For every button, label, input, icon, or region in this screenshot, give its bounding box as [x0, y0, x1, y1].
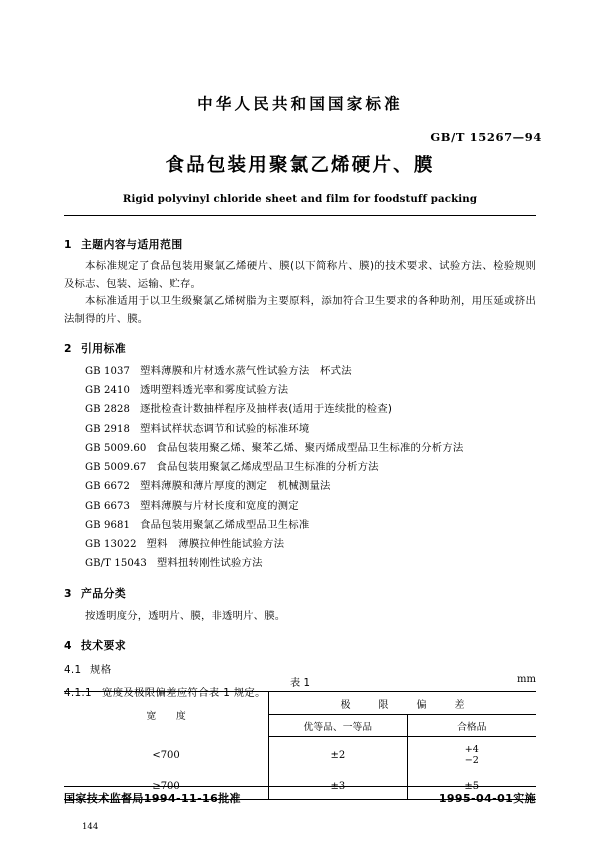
table-1-caption-row [64, 674, 536, 688]
tolerance-lower: −2 [464, 754, 479, 766]
subsection-4-1-1-text: 宽度及极限偏差应符合表 1 规定。 [102, 687, 266, 700]
cell-width-row-1: <700 [152, 749, 180, 761]
page-number: 144 [82, 822, 99, 832]
table-row [64, 737, 536, 774]
reference-title: 塑料扭转刚性试验方法 [156, 557, 263, 570]
document-title-chinese: 食品包装用聚氯乙烯硬片、膜 [165, 155, 435, 176]
standard-number: GB/T 15267—94 [430, 130, 542, 144]
reference-title: 透明塑料透光率和雾度试验方法 [140, 384, 289, 397]
cell-grade-a-row-1: ±2 [269, 737, 407, 774]
header-divider-rule [64, 215, 536, 216]
section-1-paragraph-1: 本标准规定了食品包装用聚氯乙烯硬片、膜(以下简称片、膜)的技术要求、试验方法、检验规则及标志、包装、运输、贮存。 [64, 260, 536, 290]
list-item [64, 401, 536, 419]
cell-grade-b-row-1 [407, 737, 536, 774]
list-item [64, 555, 536, 573]
reference-standards-list [64, 363, 536, 573]
section-1-heading [64, 236, 536, 253]
footer-divider-rule [64, 786, 536, 787]
list-item [64, 517, 536, 535]
section-4-heading [64, 637, 536, 654]
section-3-number: 3 [64, 587, 73, 601]
cell-width-row-2: ≥700 [64, 773, 269, 800]
section-2-number: 2 [64, 342, 73, 356]
section-4-title: 技术要求 [81, 639, 127, 653]
section-3-heading [64, 585, 536, 602]
section-1-title: 主题内容与适用范围 [81, 238, 183, 251]
reference-code: GB 2918 [85, 423, 131, 435]
reference-title: 塑料薄膜和片材透水蒸气性试验方法 杯式法 [140, 364, 352, 377]
tolerance-stacked-value [465, 745, 479, 766]
reference-code: GB 9681 [85, 519, 131, 531]
table-1 [64, 691, 536, 800]
table-1-container [64, 674, 536, 800]
list-item [64, 421, 536, 439]
list-item [64, 478, 536, 496]
reference-code: GB 2828 [85, 404, 131, 416]
reference-code: GB 6672 [85, 481, 131, 493]
reference-code: GB 1037 [85, 365, 131, 377]
section-1-paragraph-2: 本标准适用于以卫生级聚氯乙烯树脂为主要原料，添加符合卫生要求的各种助剂，用压延或挤出法制得的片、膜。 [64, 295, 536, 325]
subsection-4-1-title: 规格 [90, 663, 112, 676]
tolerance-upper: +4 [464, 744, 479, 755]
table-1-caption: 表 1 [290, 678, 310, 689]
reference-title: 塑料薄膜和薄片厚度的测定 机械测量法 [140, 480, 331, 493]
table-column-header-width: 宽 度 [64, 692, 269, 737]
footer-effective-date: 1995-04-01实施 [438, 792, 536, 805]
list-item [64, 459, 536, 477]
list-item [64, 363, 536, 381]
cell-grade-b-row-2: ±5 [407, 773, 536, 800]
reference-title: 塑料 薄膜拉伸性能试验方法 [146, 538, 285, 551]
reference-code: GB 2410 [85, 385, 131, 397]
national-standard-line: 中华人民共和国国家标准 [197, 95, 403, 113]
table-subheader-qualified: 合格品 [407, 715, 536, 737]
reference-code: GB 5009.60 [85, 442, 147, 454]
reference-code: GB 5009.67 [85, 462, 147, 474]
reference-code: GB 6673 [85, 500, 131, 512]
subsection-4-1-1-number: 4.1.1 [64, 687, 92, 700]
table-column-group-header-deviation: 极 限 偏 差 [269, 692, 536, 715]
document-title-english: Rigid polyvinyl chloride sheet and film for foodstuff packing [122, 193, 478, 205]
reference-title: 食品包装用聚氯乙烯成型品卫生标准的分析方法 [156, 461, 379, 474]
list-item [64, 536, 536, 554]
section-3-title: 产品分类 [81, 587, 127, 601]
section-2-heading [64, 340, 536, 357]
table-1-unit-label: mm [517, 674, 536, 685]
subsection-4-1-number: 4.1 [64, 663, 82, 676]
document-body [64, 236, 536, 702]
section-4-number: 4 [64, 639, 73, 653]
reference-code: GB/T 15043 [85, 558, 147, 570]
section-2-title: 引用标准 [81, 342, 127, 356]
list-item [64, 382, 536, 400]
footer-approval-text: 国家技术监督局1994-11-16批准 [64, 792, 241, 805]
section-1-number: 1 [64, 238, 73, 251]
reference-title: 食品包装用聚氯乙烯成型品卫生标准 [140, 518, 310, 531]
document-header [0, 92, 600, 205]
reference-code: GB 13022 [85, 539, 137, 551]
section-3-paragraph-1: 按透明度分，透明片、膜，非透明片、膜。 [85, 609, 286, 622]
reference-title: 塑料薄膜与片材长度和宽度的测定 [140, 499, 299, 512]
cell-grade-a-row-2: ±3 [269, 773, 407, 800]
reference-title: 食品包装用聚乙烯、聚苯乙烯、聚丙烯成型品卫生标准的分析方法 [156, 441, 464, 454]
list-item [64, 498, 536, 516]
reference-title: 逐批检查计数抽样程序及抽样表(适用于连续批的检查) [140, 403, 393, 416]
table-subheader-premium-first-grade: 优等品、一等品 [269, 715, 407, 737]
reference-title: 塑料试样状态调节和试验的标准环境 [140, 422, 310, 435]
list-item [64, 440, 536, 458]
table-header-row-1 [64, 692, 536, 715]
